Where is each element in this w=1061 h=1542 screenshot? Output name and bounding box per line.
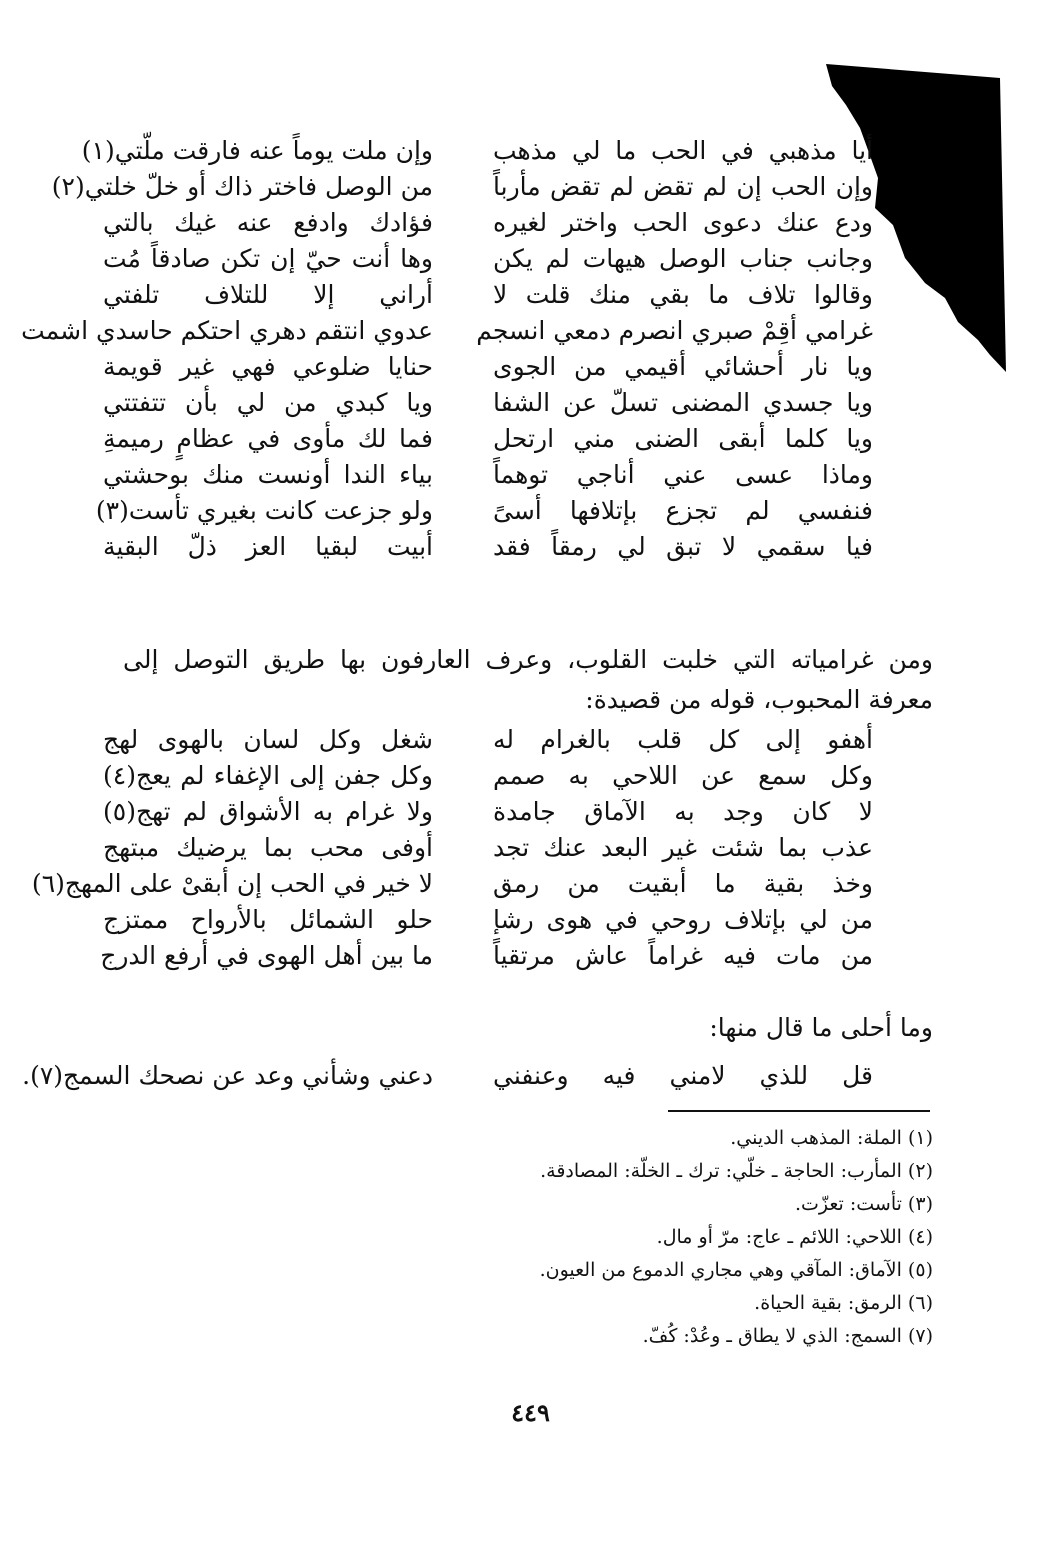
first-hemistich: فنفسي لم تجزع بإتلافها أسىً	[493, 496, 873, 525]
second-hemistich: أوفى محب بما يرضيك مبتهج	[103, 833, 433, 862]
verse-line	[81, 133, 873, 169]
hemistich-gap	[433, 830, 493, 866]
second-hemistich: أراني إلا للتلاف تلفتي	[103, 280, 433, 309]
first-hemistich: عذب بما شئت غير البعد عنك تجد	[493, 833, 873, 862]
first-hemistich: وقالوا تلاف ما بقي منك قلت لا	[493, 280, 873, 309]
second-hemistich: عدوي انتقم دهري احتكم حاسدي اشمت	[21, 316, 433, 345]
verse-line	[103, 241, 873, 277]
verse-line	[103, 457, 873, 493]
first-hemistich: وجانب جناب الوصل هيهات لم يكن	[493, 244, 873, 273]
hemistich-gap	[433, 241, 493, 277]
verse-line	[103, 277, 873, 313]
second-hemistich: شغل وكل لسان بالهوى لهج	[103, 725, 433, 754]
second-hemistich: وإن ملت يوماً عنه فارقت ملّتي(١)	[81, 136, 433, 165]
second-hemistich: حنايا ضلوعي فهي غير قويمة	[103, 352, 433, 381]
hemistich-gap	[433, 493, 493, 529]
hemistich-gap	[433, 349, 493, 385]
first-hemistich: ودع عنك دعوى الحب واختر لغيره	[493, 208, 873, 237]
page-number: ٤٤٩	[511, 1398, 550, 1427]
first-hemistich: وإن الحب إن لم تقض لم تقض مأرباً	[493, 172, 873, 201]
verse-line	[103, 205, 873, 241]
footnote-item: (١) الملة: المذهب الديني.	[730, 1127, 933, 1149]
hemistich-gap	[433, 169, 493, 205]
prose-paragraph-1: ومن غرامياته التي خلبت القلوب، وعرف العارفون بها طريق التوصل إلى معرفة المحبوب، قوله من قصيدة:	[123, 645, 933, 714]
verse-line	[95, 493, 873, 529]
poem-1-lines	[21, 133, 873, 565]
first-hemistich: ويا كلما أبقى الضنى مني ارتحل	[493, 424, 873, 453]
poem-block-3	[22, 1058, 873, 1094]
hemistich-gap	[433, 457, 493, 493]
hemistich-gap	[433, 1058, 493, 1094]
first-hemistich: فيا سقمي لا تبق لي رمقاً فقد	[493, 532, 873, 561]
first-hemistich: ويا جسدي المضنى تسلّ عن الشفا	[493, 388, 873, 417]
hemistich-gap	[433, 529, 493, 565]
footnote-item: (٧) السمج: الذي لا يطاق ـ وعُدْ: كُفّ.	[642, 1325, 933, 1347]
hemistich-gap	[433, 722, 493, 758]
footnote-item: (٣) تأست: تعزّت.	[794, 1193, 933, 1215]
verse-line	[103, 758, 873, 794]
verse-line	[103, 349, 873, 385]
poem-block-1	[21, 133, 873, 565]
second-hemistich: بياء الندا أونست منك بوحشتي	[103, 460, 433, 489]
hemistich-gap	[433, 902, 493, 938]
poem-3-lines	[22, 1058, 873, 1094]
second-hemistich: ولو جزعت كانت بغيري تأست(٣)	[95, 496, 433, 525]
verse-line	[103, 385, 873, 421]
footnote-item: (٢) المأرب: الحاجة ـ خلّي: ترك ـ الخلّة: المصادقة.	[540, 1160, 933, 1182]
hemistich-gap	[433, 385, 493, 421]
first-hemistich: أيا مذهبي في الحب ما لي مذهب	[493, 136, 873, 165]
hemistich-gap	[433, 133, 493, 169]
verse-line	[22, 1058, 873, 1094]
footnote-list	[233, 1122, 933, 1353]
first-hemistich: من مات فيه غراماً عاش مرتقياً	[493, 941, 873, 970]
verse-line	[103, 529, 873, 565]
second-hemistich: فما لك مأوى في عظامٍ رميمةِ	[103, 424, 433, 453]
second-hemistich: فؤادك وادفع عنه غيك بالتي	[103, 208, 433, 237]
first-hemistich: وكل سمع عن اللاحي به صمم	[493, 761, 873, 790]
first-hemistich: وخذ بقية ما أبقيت من رمق	[493, 869, 873, 898]
second-hemistich: وها أنت حيّ إن تكن صادقاً مُت	[103, 244, 433, 273]
second-hemistich: لا خير في الحب إن أبقىْ على المهج(٦)	[31, 869, 433, 898]
footnote-item: (٤) اللاحي: اللائم ـ عاج: مرّ أو مال.	[656, 1226, 933, 1248]
first-hemistich: وماذا عسى عني أناجي توهماً	[493, 460, 873, 489]
verse-line	[103, 794, 873, 830]
first-hemistich: أهفو إلى كل قلب بالغرام له	[493, 725, 873, 754]
first-hemistich: من لي بإتلاف روحي في هوى رشإ	[493, 905, 873, 934]
hemistich-gap	[433, 205, 493, 241]
hemistich-gap	[433, 938, 493, 974]
verse-line	[103, 902, 873, 938]
hemistich-gap	[433, 794, 493, 830]
first-hemistich: غرامي أقِمْ صبري انصرم دمعي انسجم	[476, 316, 873, 345]
poem-block-2	[31, 722, 873, 974]
verse-line	[51, 169, 873, 205]
hemistich-gap	[433, 313, 493, 349]
verse-line	[103, 421, 873, 457]
verse-line	[100, 938, 873, 974]
verse-line	[21, 313, 873, 349]
second-hemistich: أبيت لبقيا العز ذلّ البقية	[103, 532, 433, 561]
second-hemistich: ما بين أهل الهوى في أرفع الدرج	[100, 941, 433, 970]
second-hemistich: حلو الشمائل بالأرواح ممتزج	[103, 905, 433, 934]
footnote-item: (٥) الآماق: المآقي وهي مجاري الدموع من العيون.	[539, 1259, 933, 1281]
second-hemistich: من الوصل فاختر ذاك أو خلّ خلتي(٢)	[51, 172, 433, 201]
hemistich-gap	[433, 421, 493, 457]
second-hemistich: ويا كبدي من لي بأن تتفتتي	[103, 388, 433, 417]
hemistich-gap	[433, 758, 493, 794]
verse-line	[31, 866, 873, 902]
verse-line	[103, 830, 873, 866]
first-hemistich: لا كان وجد به الآماق جامدة	[493, 797, 873, 826]
verse-line	[103, 722, 873, 758]
first-hemistich: ويا نار أحشائي أقيمي من الجوى	[493, 352, 873, 381]
footnote-item: (٦) الرمق: بقية الحياة.	[754, 1292, 933, 1314]
poem-2-lines	[31, 722, 873, 974]
footnotes	[233, 1122, 933, 1353]
second-hemistich: دعني وشأني وعد عن نصحك السمج(٧).	[22, 1061, 433, 1090]
hemistich-gap	[433, 277, 493, 313]
footnote-divider	[668, 1110, 930, 1112]
hemistich-gap	[433, 866, 493, 902]
first-hemistich: قل للذي لامني فيه وعنفني	[493, 1061, 873, 1090]
prose-paragraph-2: وما أحلى ما قال منها:	[709, 1013, 933, 1042]
second-hemistich: وكل جفن إلى الإغفاء لم يعج(٤)	[103, 761, 433, 790]
second-hemistich: ولا غرام به الأشواق لم تهج(٥)	[103, 797, 433, 826]
